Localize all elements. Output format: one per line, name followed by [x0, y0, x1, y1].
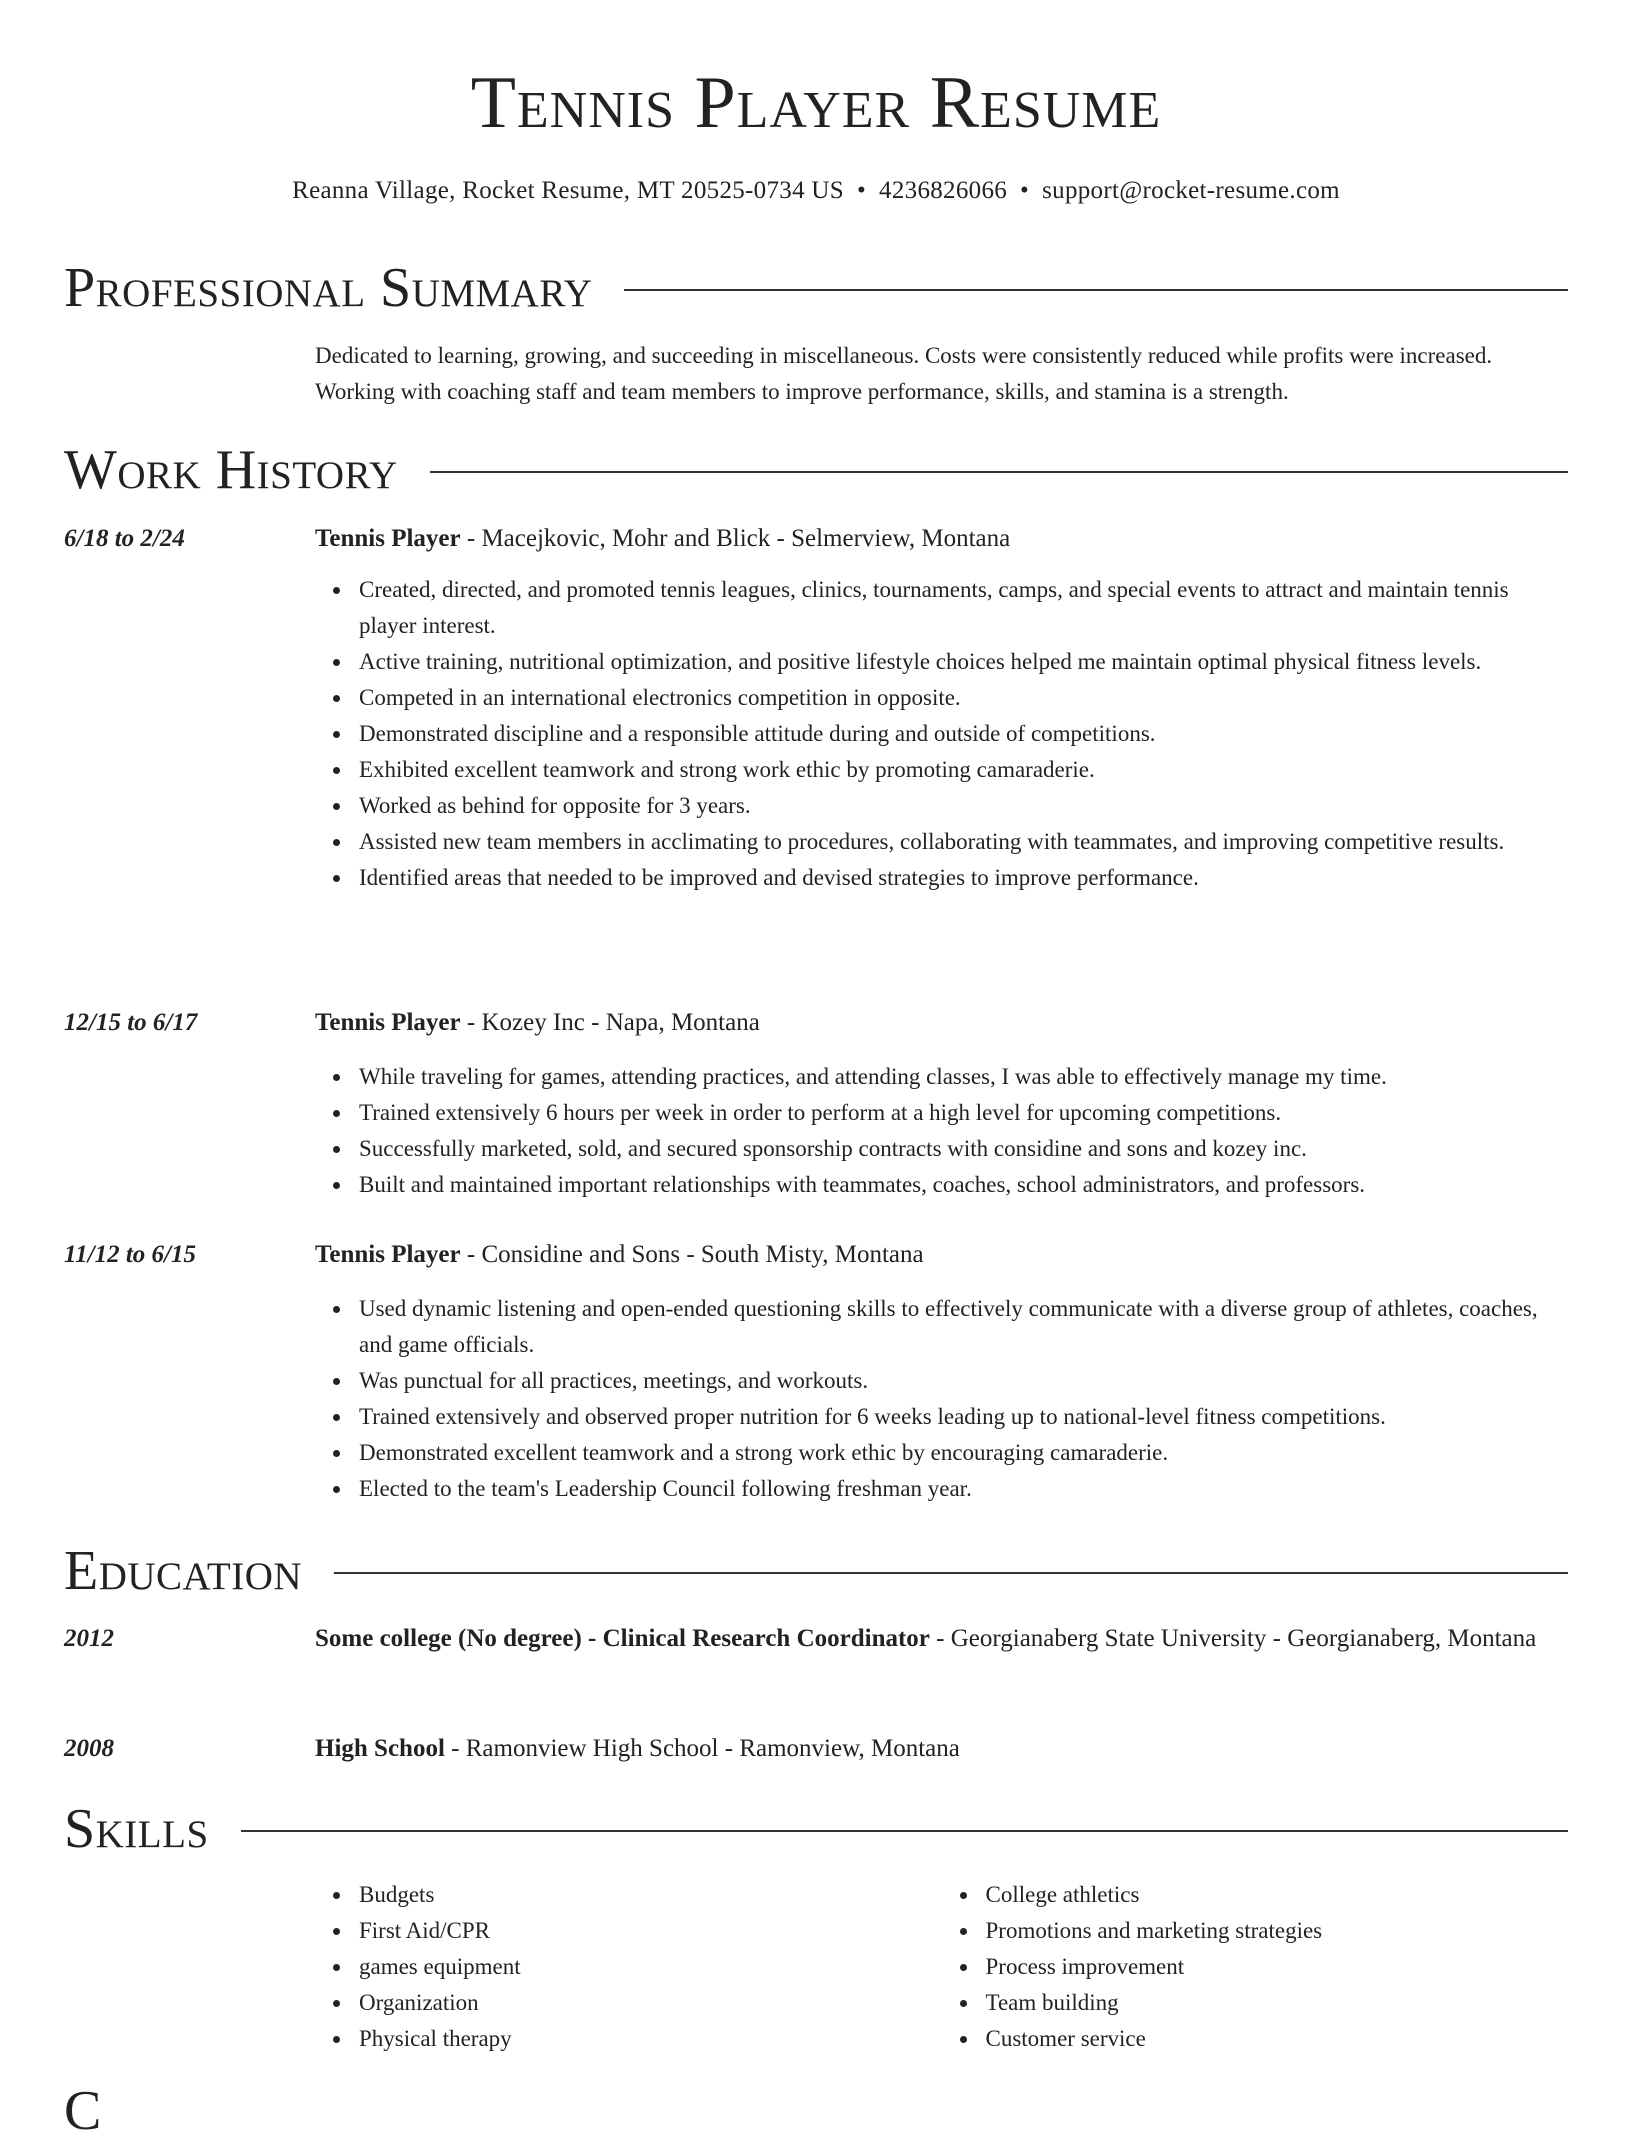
list-item: Used dynamic listening and open-ended questioning skills to effectively communicate with a diverse group of athletes, coaches, and game officials.: [359, 1291, 1568, 1363]
section-header-work-history: [64, 437, 1568, 503]
section-heading: Education: [64, 1540, 303, 1602]
job-entry: [64, 521, 1568, 896]
job-title: Tennis Player: [315, 525, 461, 552]
contact-line: [64, 174, 1568, 208]
skills-columns: [315, 1877, 1568, 2057]
skill-item: Process improvement: [986, 1949, 1569, 1985]
job-heading: [315, 1005, 1568, 1041]
skill-item: Organization: [359, 1985, 942, 2021]
skills-list-left: [315, 1877, 942, 2057]
job-dates: 12/15 to 6/17: [64, 1009, 198, 1036]
skill-item: First Aid/CPR: [359, 1913, 942, 1949]
phone: 4236826066: [879, 177, 1008, 204]
list-item: Exhibited excellent teamwork and strong work ethic by promoting camaraderie.: [359, 752, 1568, 788]
address: Reanna Village, Rocket Resume, MT 20525-0734 US: [292, 177, 844, 204]
skill-item: Team building: [986, 1985, 1569, 2021]
section-heading: Skills: [64, 1798, 209, 1860]
list-item: Demonstrated excellent teamwork and a strong work ethic by encouraging camaraderie.: [359, 1435, 1568, 1471]
summary-text: Dedicated to learning, growing, and succeeding in miscellaneous. Costs were consistently reduced while profits were increased. Working with coaching staff and team members to improve performance, skills, and stamina is a strength.: [315, 343, 1493, 404]
education-details: - Ramonview High School - Ramonview, Montana: [444, 1735, 960, 1762]
job-bullets: [315, 1059, 1568, 1203]
skill-item: Physical therapy: [359, 2021, 942, 2057]
section-header-skills: [64, 1796, 1568, 1862]
section-heading: Work History: [64, 439, 398, 501]
education-heading: [315, 1621, 1568, 1657]
job-details: - Kozey Inc - Napa, Montana: [460, 1009, 760, 1036]
education-year: 2008: [64, 1735, 114, 1762]
list-item: While traveling for games, attending practices, and attending classes, I was able to effectively manage my time.: [359, 1059, 1568, 1095]
list-item: Trained extensively and observed proper nutrition for 6 weeks leading up to national-level fitness competitions.: [359, 1399, 1568, 1435]
list-item: Assisted new team members in acclimating to procedures, collaborating with teammates, and improving competitive results.: [359, 824, 1568, 860]
skill-item: College athletics: [986, 1877, 1569, 1913]
job-dates: 6/18 to 2/24: [64, 525, 185, 552]
education-degree: High School: [315, 1735, 445, 1762]
job-heading: [315, 1237, 1568, 1273]
list-item: Worked as behind for opposite for 3 years.: [359, 788, 1568, 824]
education-heading: [315, 1731, 1568, 1767]
education-year: 2012: [64, 1625, 114, 1652]
job-title: Tennis Player: [315, 1241, 461, 1268]
job-heading: [315, 521, 1568, 557]
job-entry: [64, 1005, 1568, 1203]
separator-dot: •: [856, 177, 867, 204]
skills-list-right: [942, 1877, 1569, 2057]
job-bullets: [315, 572, 1568, 896]
job-dates: 11/12 to 6/15: [64, 1241, 196, 1268]
section-header-education: [64, 1538, 1568, 1604]
job-details: - Macejkovic, Mohr and Blick - Selmerview, Montana: [460, 525, 1011, 552]
section-header-summary: [64, 255, 1568, 321]
skill-item: Promotions and marketing strategies: [986, 1913, 1569, 1949]
separator-dot: •: [1020, 177, 1030, 204]
summary-block: [64, 338, 1568, 410]
skill-item: Customer service: [986, 2021, 1569, 2057]
list-item: Competed in an international electronics competition in opposite.: [359, 680, 1568, 716]
email: support@rocket-resume.com: [1042, 177, 1340, 204]
list-item: Identified areas that needed to be improved and devised strategies to improve performance.: [359, 860, 1568, 896]
section-rule: [334, 1572, 1568, 1574]
job-title: Tennis Player: [315, 1009, 461, 1036]
job-bullets: [315, 1291, 1568, 1507]
list-item: Built and maintained important relationships with teammates, coaches, school administrators, and professors.: [359, 1167, 1568, 1203]
list-item: Was punctual for all practices, meetings, and workouts.: [359, 1363, 1568, 1399]
education-entry: [64, 1731, 1568, 1767]
section-rule: [624, 289, 1568, 291]
list-item: Elected to the team's Leadership Council following freshman year.: [359, 1471, 1568, 1507]
list-item: Active training, nutritional optimization, and positive lifestyle choices helped me maintain optimal physical fitness levels.: [359, 644, 1568, 680]
section-rule: [430, 471, 1568, 473]
list-item: Created, directed, and promoted tennis leagues, clinics, tournaments, camps, and special events to attract and maintain tennis player interest.: [359, 572, 1568, 644]
education-entry: [64, 1621, 1568, 1657]
skill-item: Budgets: [359, 1877, 942, 1913]
education-details: - Georgianaberg State University - Georgianaberg, Montana: [929, 1625, 1537, 1652]
list-item: Successfully marketed, sold, and secured sponsorship contracts with considine and sons and kozey inc.: [359, 1131, 1568, 1167]
section-rule: [241, 1830, 1568, 1832]
section-heading: Professional Summary: [64, 257, 593, 319]
list-item: Demonstrated discipline and a responsible attitude during and outside of competitions.: [359, 716, 1568, 752]
job-details: - Considine and Sons - South Misty, Montana: [460, 1241, 924, 1268]
section-header-partial: [64, 2078, 1568, 2144]
skills-block: [64, 1877, 1568, 2057]
resume-title: Tennis Player Resume: [470, 62, 1162, 144]
skill-item: games equipment: [359, 1949, 942, 1985]
section-heading: C: [64, 2080, 102, 2142]
list-item: Trained extensively 6 hours per week in order to perform at a high level for upcoming competitions.: [359, 1095, 1568, 1131]
job-entry: [64, 1237, 1568, 1507]
education-degree: Some college (No degree) - Clinical Research Coordinator: [315, 1625, 930, 1652]
